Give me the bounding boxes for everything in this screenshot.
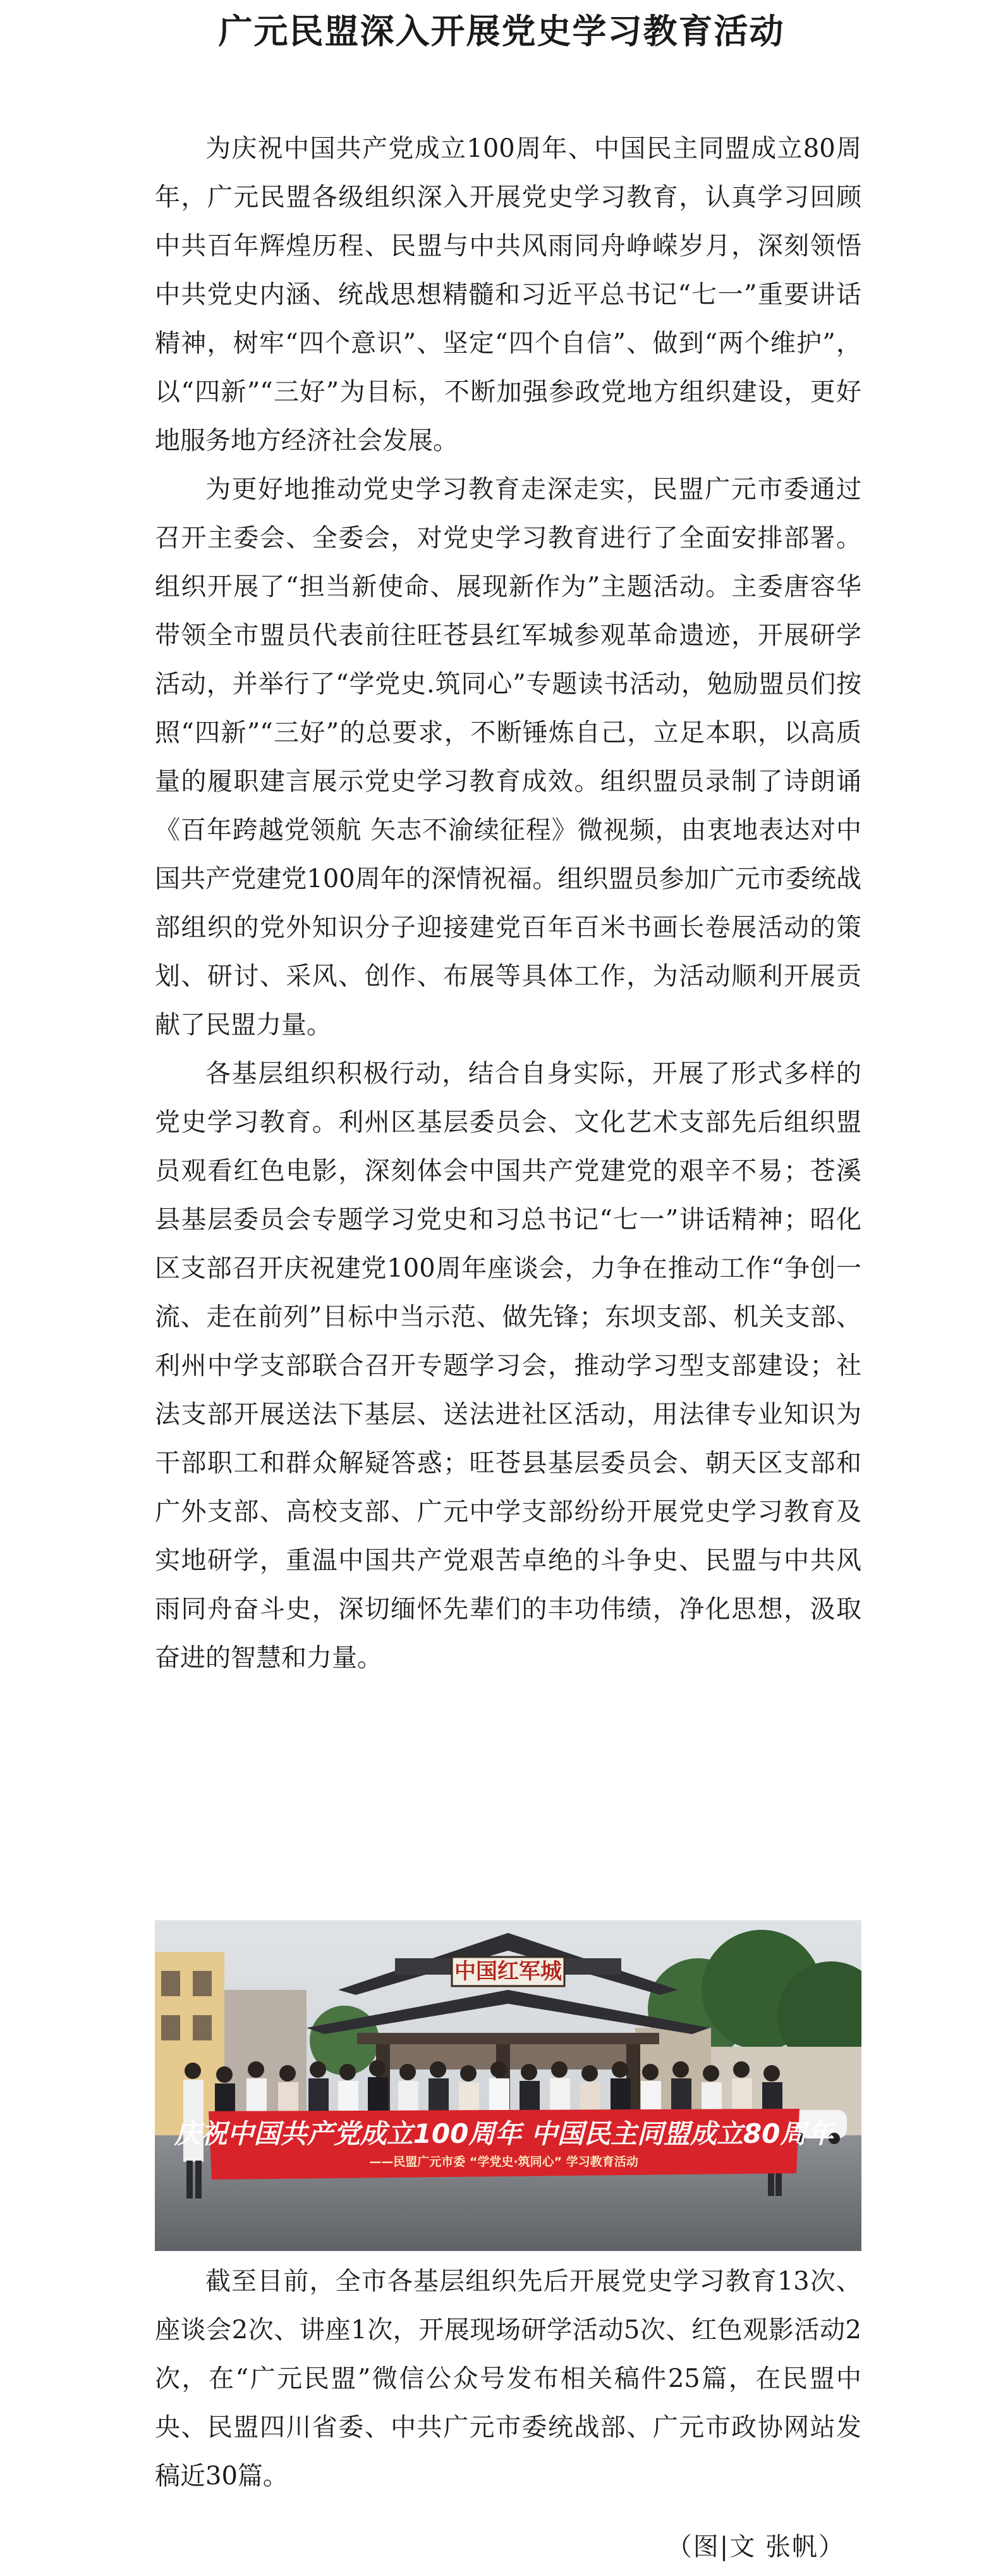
paragraph-1: 为庆祝中国共产党成立100周年、中国民主同盟成立80周年，广元民盟各级组织深入开展党史学习教育，认真学习回顾中共百年辉煌历程、民盟与中共风雨同舟峥嵘岁月，深刻领悟中共党史内涵、统战思想精髓和习近平总书记“七一”重要讲话精神，树牢“四个意识”、坚定“四个自信”、做到“两个维护”，以“四新”“三好”为目标，不断加强参政党地方组织建设，更好地服务地方经济社会发展。	[155, 134, 861, 455]
banner-sub-text: ——民盟广元市委 “学党史·筑同心” 学习教育活动	[369, 2155, 638, 2169]
gate-plaque-text: 中国红军城	[454, 1959, 562, 1984]
paragraph-2: 为更好地推动党史学习教育走深走实，民盟广元市委通过召开主委会、全委会，对党史学习教育进行了全面安排部署。组织开展了“担当新使命、展现新作为”主题活动。主委唐容华带领全市盟员代表前往旺苍县红军城参观革命遗迹，开展研学活动，并举行了“学党史.筑同心”专题读书活动，勉励盟员们按照“四新”“三好”的总要求，不断锤炼自己，立足本职，以高质量的履职建言展示党史学习教育成效。组织盟员录制了诗朗诵《百年跨越党领航 矢志不渝续征程》微视频，由衷地表达对中国共产党建党100周年的深情祝福。组织盟员参加广元市委统战部组织的党外知识分子迎接建党百年百米书画长卷展活动的策划、研讨、采风、创作、布展等具体工作，为活动顺利开展贡献了民盟力量。	[155, 475, 861, 1040]
article-body-continued	[155, 2257, 861, 2501]
paragraph-4: 截至目前，全市各基层组织先后开展党史学习教育13次、座谈会2次、讲座1次，开展现场研学活动5次、红色观影活动2次，在“广元民盟”微信公众号发布相关稿件25篇，在民盟中央、民盟四川省委、中共广元市委统战部、广元市政协网站发稿近30篇。	[155, 2267, 861, 2491]
banner-main-text: 庆祝中国共产党成立100周年 中国民主同盟成立80周年	[174, 2118, 834, 2149]
article-body	[155, 125, 861, 1683]
group-photo	[155, 1920, 861, 2251]
article-title: 广元民盟深入开展党史学习教育活动	[218, 11, 785, 51]
paragraph-3: 各基层组织积极行动，结合自身实际，开展了形式多样的党史学习教育。利州区基层委员会、文化艺术支部先后组织盟员观看红色电影，深刻体会中国共产党建党的艰辛不易；苍溪县基层委员会专题学习党史和习总书记“七一”讲话精神；昭化区支部召开庆祝建党100周年座谈会，力争在推动工作“争创一流、走在前列”目标中当示范、做先锋；东坝支部、机关支部、利州中学支部联合召开专题学习会，推动学习型支部建设；社法支部开展送法下基层、送法进社区活动，用法律专业知识为干部职工和群众解疑答惑；旺苍县基层委员会、朝天区支部和广外支部、高校支部、广元中学支部纷纷开展党史学习教育及实地研学，重温中国共产党艰苦卓绝的斗争史、民盟与中共风雨同舟奋斗史，深切缅怀先辈们的丰功伟绩，净化思想，汲取奋进的智慧和力量。	[155, 1059, 861, 1672]
photo-text-credit: （图|文 张帆）	[666, 2532, 845, 2561]
